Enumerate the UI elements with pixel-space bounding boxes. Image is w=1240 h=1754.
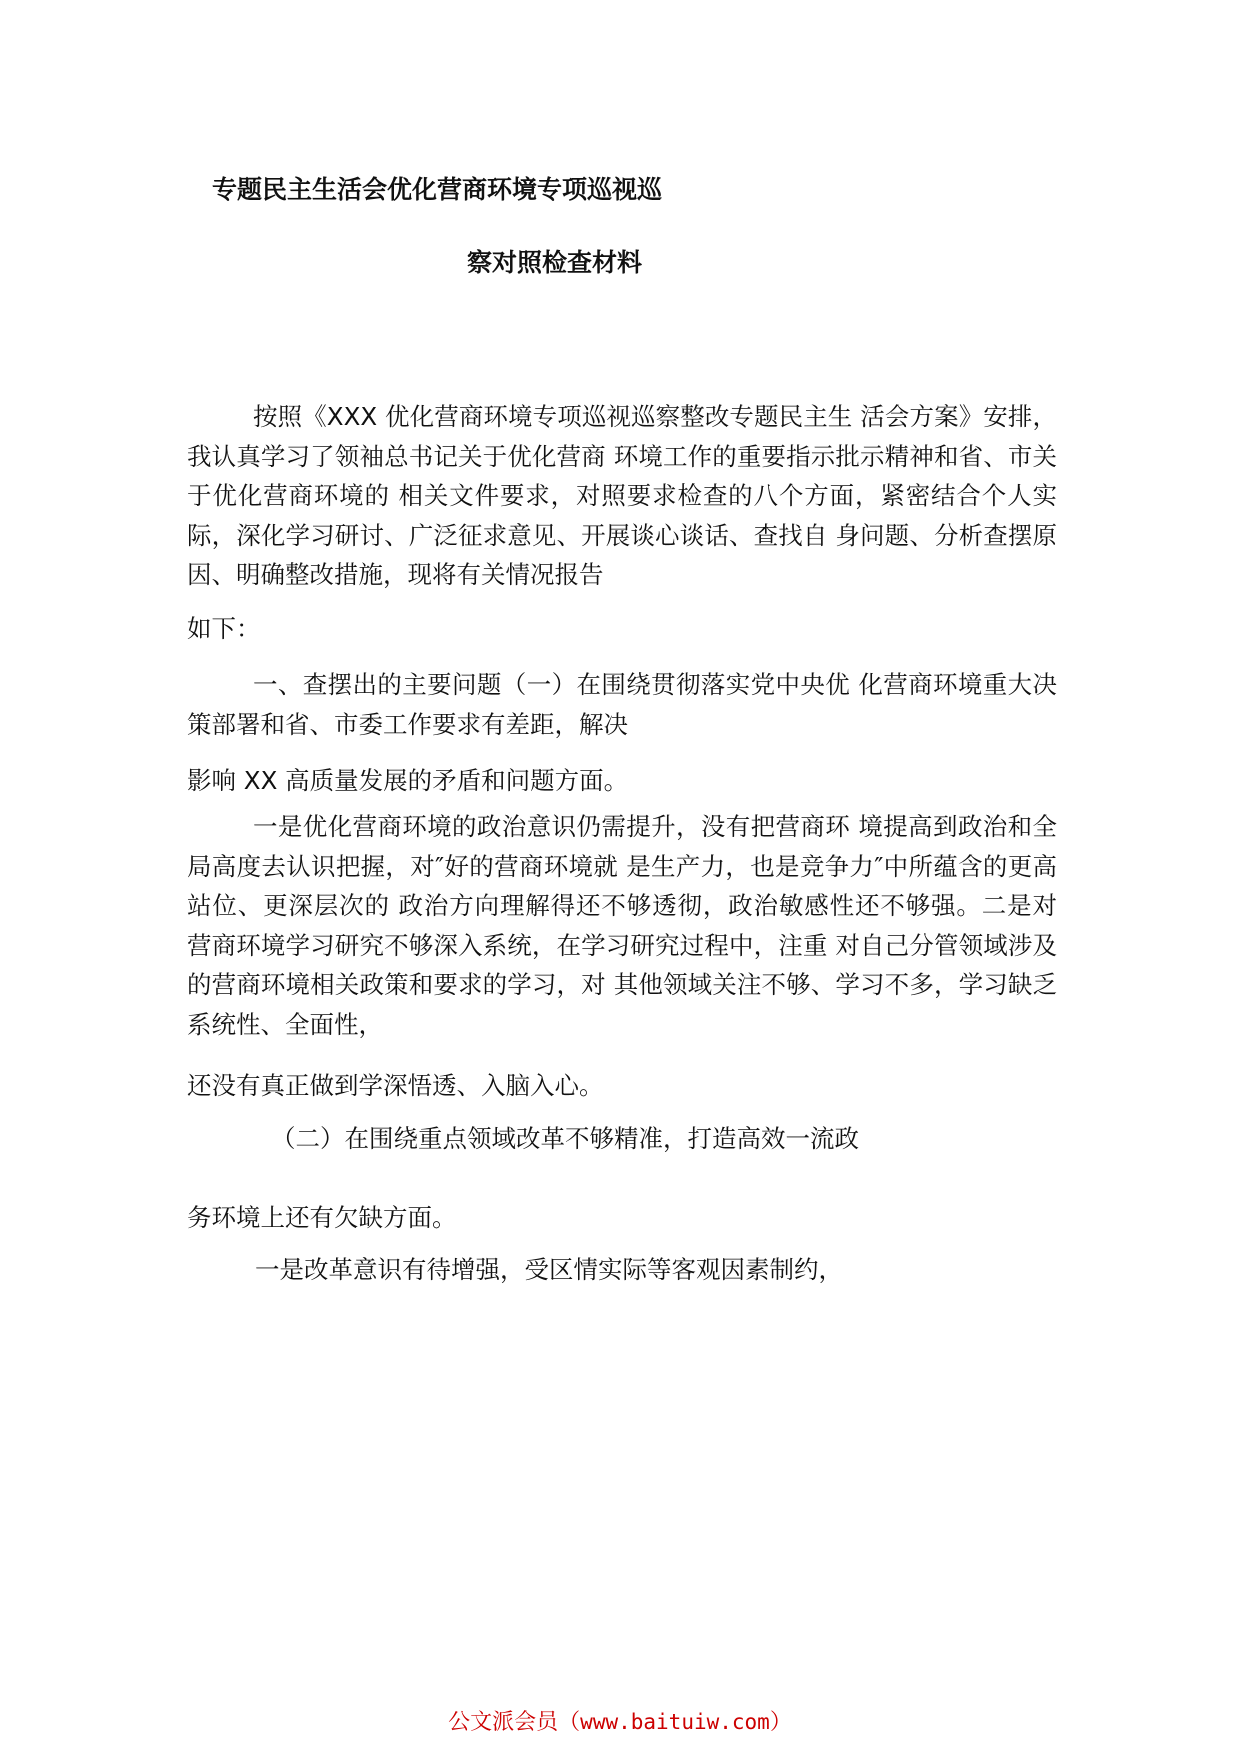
paragraph-intro-tail: 如下： [187,614,261,643]
paragraph-section-one-heading-tail: 影响 XX 高质量发展的矛盾和问题方面。 [187,766,629,795]
footer-close: ） [769,1710,792,1735]
footer-label: 公文派会员（ [448,1710,581,1735]
footer-url[interactable]: www.baituiw.com [580,1710,770,1734]
document-title-line-2: 察对照检查材料 [467,248,643,277]
footer-watermark [0,1705,1240,1736]
paragraph-section-two-heading: （二）在围绕重点领域改革不够精准，打造高效一流政 [271,1124,859,1153]
paragraph-intro: 按照《XXX 优化营商环境专项巡视巡察整改专题民主生 活会方案》安排，我认真学习了领袖总书记关于优化营商 环境工作的重要指示批示精神和省、市关于优化营商环境的 相关文件要求，对照要求检查的八个方面，紧密结合个人实 际，深化学习研讨、广泛征求意见、开展谈心谈话、查找自 身问题、分析查摆原因、明确整改措施，现将有关情况报告 [187,402,1057,589]
paragraph-section-one-heading: 一、查摆出的主要问题（一）在围绕贯彻落实党中央优 化营商环境重大决策部署和省、市委工作要求有差距，解决 [187,670,1057,739]
paragraph-section-one-body-tail: 还没有真正做到学深悟透、入脑入心。 [187,1071,604,1100]
paragraph-section-one-body: 一是优化营商环境的政治意识仍需提升，没有把营商环 境提高到政治和全局高度去认识把握，对″好的营商环境就 是生产力，也是竞争力″中所蕴含的更高站位、更深层次的 政治方向理解得还不够透彻，政治敏感性还不够强。二是对 营商环境学习研究不够深入系统，在学习研究过程中，注重 对自己分管领域涉及的营商环境相关政策和要求的学习，对 其他领域关注不够、学习不多，学习缺乏系统性、全面性， [187,812,1057,1039]
paragraph-section-two-body: 一是改革意识有待增强，受区情实际等客观因素制约， [255,1255,843,1284]
paragraph-section-two-heading-tail: 务环境上还有欠缺方面。 [187,1203,457,1232]
document-title-line-1: 专题民主生活会优化营商环境专项巡视巡 [212,175,663,204]
